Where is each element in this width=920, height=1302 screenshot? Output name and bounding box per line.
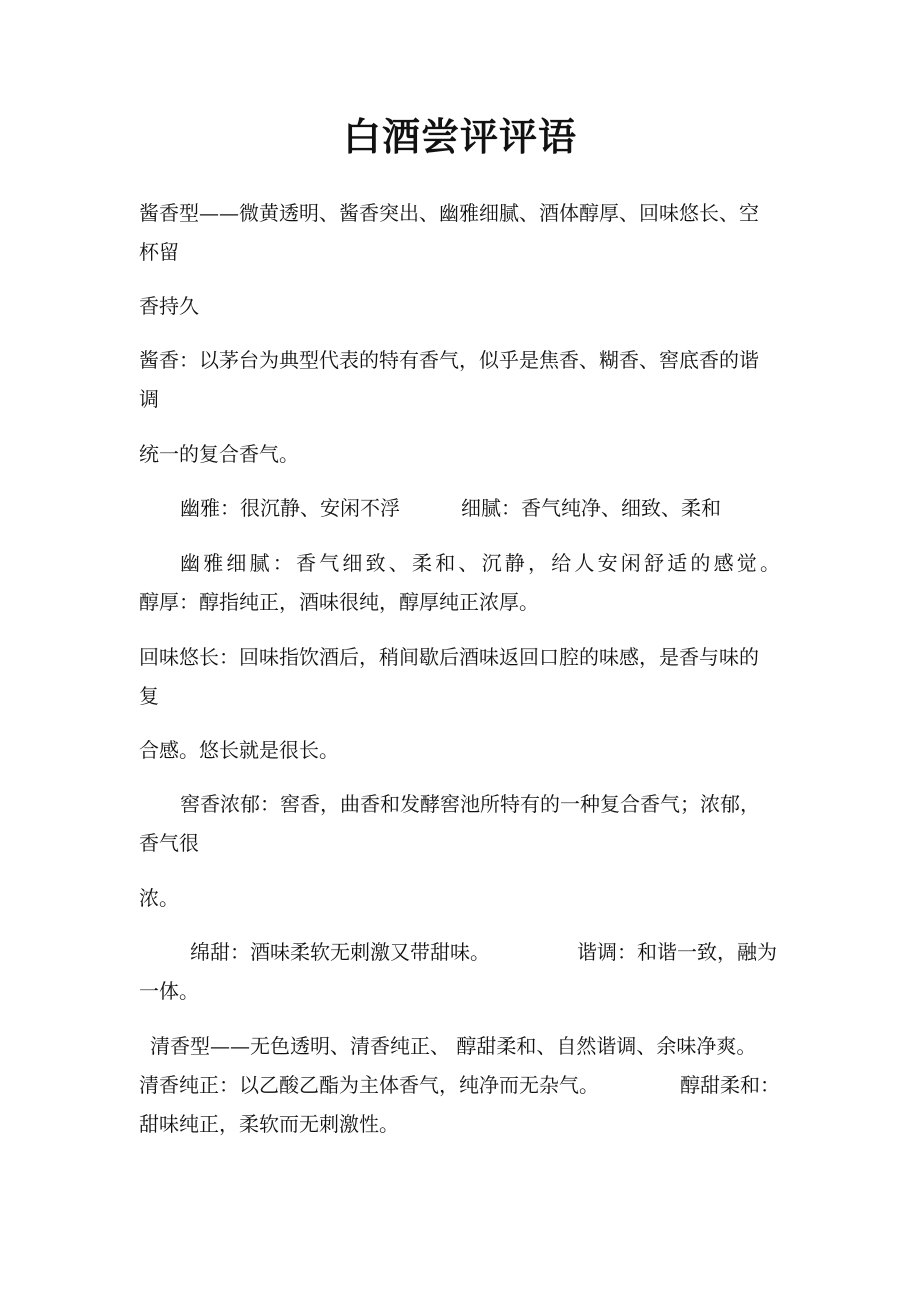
paragraph-jiangxiang-definition-line-1: 酱香：以茅台为典型代表的特有香气，似乎是焦香、糊香、窖底香的谐 — [139, 348, 759, 372]
paragraph-jiangxiang-definition-line-3: 统一的复合香气。 — [139, 442, 299, 466]
paragraph-jiangxiang-type-line-2: 杯留 — [139, 240, 179, 264]
definition-miantian: 绵甜：酒味柔软无刺激又带甜味。 — [190, 940, 490, 964]
definition-chuntian-rouhe-line-2: 甜味纯正，柔软而无刺激性。 — [139, 1112, 399, 1136]
definition-xietiao: 谐调：和谐一致，融为 — [577, 940, 777, 964]
definition-jiaoxiang-line-2: 香气很 — [139, 831, 199, 855]
definition-chuntian-rouhe-label: 醇甜柔和： — [680, 1073, 780, 1097]
definition-huiwei-line-2: 复 — [139, 684, 159, 708]
paragraph-jiangxiang-type-line-3: 香持久 — [139, 294, 199, 318]
page-title: 白酒尝评评语 — [342, 114, 577, 159]
paragraph-jiangxiang-definition-line-2: 调 — [139, 387, 159, 411]
definition-qingxiang-chunzheng: 清香纯正：以乙酸乙酯为主体香气，纯净而无杂气。 — [139, 1073, 599, 1097]
paragraph-qingxiang-type: 清香型——无色透明、清香纯正、 醇甜柔和、自然谐调、余味净爽。 — [150, 1034, 757, 1058]
definition-huiwei-line-1: 回味悠长：回味指饮酒后，稍间歇后酒味返回口腔的味感，是香与味的 — [139, 645, 759, 669]
definition-youya: 幽雅：很沉静、安闲不浮 — [180, 496, 400, 520]
definition-huiwei-line-3: 合感。悠长就是很长。 — [139, 738, 339, 762]
definition-jiaoxiang-line-1: 窖香浓郁：窖香，曲香和发酵窖池所特有的一种复合香气；浓郁， — [180, 792, 760, 816]
definition-xini: 细腻：香气纯净、细致、柔和 — [461, 496, 721, 520]
definition-xietiao-line-2: 一体。 — [139, 979, 199, 1003]
definition-youya-xini: 幽雅细腻：香气细致、柔和、沉静，给人安闲舒适的感觉。 — [180, 551, 780, 575]
definition-chunhou: 醇厚：醇指纯正，酒味很纯，醇厚纯正浓厚。 — [139, 590, 539, 614]
paragraph-jiangxiang-type-line-1: 酱香型——微黄透明、酱香突出、幽雅细腻、酒体醇厚、回味悠长、空 — [139, 201, 759, 225]
definition-jiaoxiang-line-3: 浓。 — [139, 886, 179, 910]
